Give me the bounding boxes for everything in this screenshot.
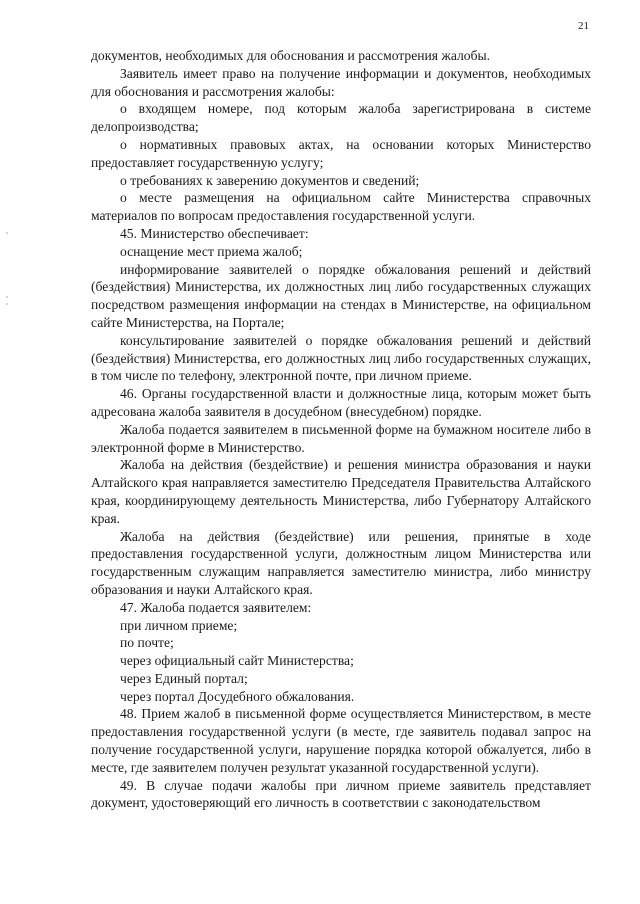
paragraph: о месте размещения на официальном сайте Министерства справочных материалов по вопросам предоставления государственной услуги. [91, 190, 591, 224]
paragraph: консультирование заявителей о порядке обжалования решений и действий (бездействия) Министерства, его должностных лиц либо государственных служащих, в том числе по телефону, электронной почте, при личном приеме. [91, 332, 591, 384]
scan-speck [6, 296, 8, 298]
document-body [91, 47, 591, 812]
paragraph: оснащение мест приема жалоб; [120, 243, 303, 259]
paragraph: через официальный сайт Министерства; [120, 653, 354, 669]
paragraph: при личном приеме; [120, 617, 238, 633]
scan-speck [6, 303, 8, 305]
paragraph: о требованиях к заверению документов и сведений; [120, 172, 420, 188]
paragraph: 46. Органы государственной власти и должностные лица, которым может быть адресована жалоба заявителя в досудебном (внесудебном) порядке. [91, 386, 591, 419]
paragraph: документов, необходимых для обоснования и рассмотрения жалобы. [91, 48, 491, 63]
paragraph: информирование заявителей о порядке обжалования решений и действий (бездействия) Министерства, их должностных лиц либо государственных служащих посредством размещения информации на стендах в Министерстве, на официальном сайте Министерства, на Портале; [91, 261, 591, 330]
scan-speck [6, 232, 8, 234]
paragraph: Заявитель имеет право на получение информации и документов, необходимых для обоснования и рассмотрения жалобы: [91, 65, 591, 99]
paragraph: через портал Досудебного обжалования. [120, 688, 355, 704]
paragraph: о входящем номере, под которым жалоба зарегистрирована в системе делопроизводства; [91, 101, 591, 135]
page-number: 21 [578, 20, 589, 32]
paragraph: Жалоба на действия (бездействие) и решения министра образования и науки Алтайского края направляется заместителю Председателя Правительства Алтайского края, координирующему деятельность Министерства, либо Губернатору Алтайского края. [91, 457, 591, 526]
paragraph: 47. Жалоба подается заявителем: [120, 599, 312, 615]
paragraph: Жалоба подается заявителем в письменной форме на бумажном носителе либо в электронной форме в Министерство. [91, 421, 591, 455]
paragraph: по почте; [120, 635, 174, 651]
paragraph: 49. В случае подачи жалобы при личном приеме заявитель представляет документ, удостоверяющий его личность в соответствии с законодательством [91, 777, 591, 811]
paragraph: Жалоба на действия (бездействие) или решения, принятые в ходе предоставления государственной услуги, должностным лицом Министерства или государственным служащим направляется заместителю министра, либо министру образования и науки Алтайского края. [91, 528, 591, 597]
paragraph: 48. Прием жалоб в письменной форме осуществляется Министерством, в месте предоставления государственной услуги (в месте, где заявитель подавал запрос на получение государственной услуги, нарушение порядка которой обжалуется, либо в месте, где заявителем получен результат указанной государственной услуги). [91, 706, 591, 775]
paragraph: о нормативных правовых актах, на основании которых Министерство предоставляет государственную услугу; [91, 136, 591, 170]
paragraph: через Единый портал; [120, 670, 248, 686]
paragraph: 45. Министерство обеспечивает: [120, 225, 309, 241]
